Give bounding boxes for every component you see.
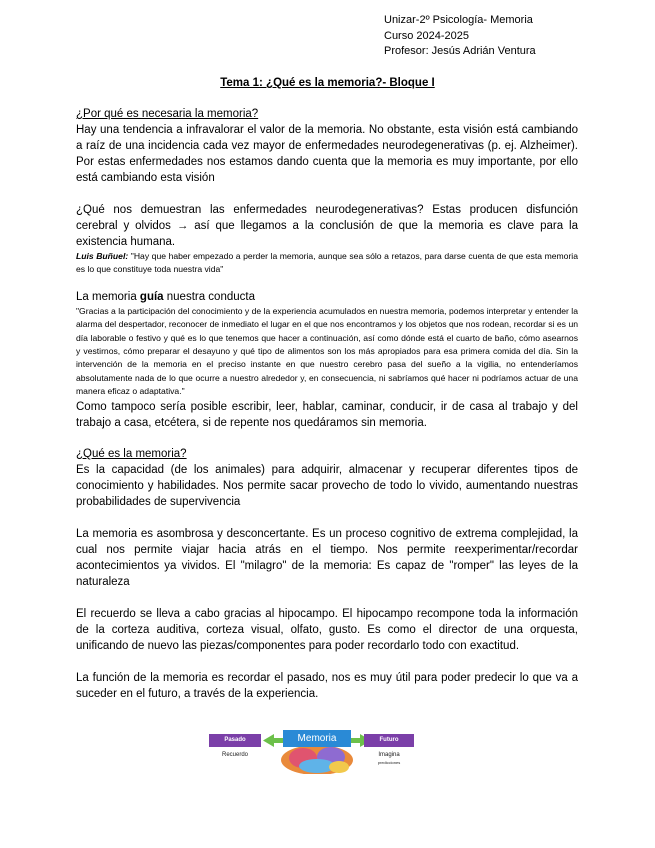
quote-bunuel-text: "Hay que haber empezado a perder la memoria, aunque sea sólo a retazos, para darse cuenta de que esta memoria es lo que constituye toda nuestra vida" (76, 251, 578, 275)
quote-bunuel (76, 250, 578, 277)
header-professor-line: Profesor: Jesús Adrián Ventura (384, 45, 536, 57)
header-course-line: Unizar-2º Psicología- Memoria (384, 14, 533, 26)
paragraph-what-4: La función de la memoria es recordar el pasado, nos es muy útil para poder predecir lo que va a suceder en el futuro, a través de la experiencia. (76, 671, 578, 700)
document-header (384, 13, 536, 60)
quote-guide: "Gracias a la participación del conocimiento y de la experiencia acumulados en nuestra memoria, podemos interpretar y entender la alarma del despertador, reconocer de inmediato el lugar en el que nos encontramos y los objetos que nos rodean, recordar si es un día laborable o festivo y qué es lo que tenemos que hacer a continuación, así como dónde está el cuarto de baño, cómo asearnos y vestirnos, cómo preparar el desayuno y qué tipo de alimentos son los más apropiados para esa primera comida del día. Sin la intervención de la memoria en el preciso instante en que nuestro cerebro pasa del sueño a la vigilia, no entenderíamos absolutamente nada de lo que ocurre a nuestro alrededor y, en consecuencia, ni sabríamos qué hacer ni podríamos actuar de una manera eficaz o adaptativa." (76, 305, 578, 397)
paragraph-why-2: ¿Qué nos demuestran las enfermedades neurodegenerativas? Estas producen disfunción cerebral y olvidos → así que llegamos a la conclusión de que la memoria es clave para la existencia humana. (76, 204, 578, 248)
guide-suffix: nuestra conducta (163, 290, 255, 303)
page-title: Tema 1: ¿Qué es la memoria?- Bloque I (220, 77, 435, 89)
paragraph-what-1: Es la capacidad (de los animales) para adquirir, almacenar y recuperar diferentes tipos de conocimiento y habilidades. Nos permite sacar provecho de todo lo vivido, aumentando nuestras probabilidades de supervivencia (76, 463, 578, 508)
paragraph-what-3: El recuerdo se lleva a cabo gracias al hipocampo. El hipocampo recompone toda la información de la corteza auditiva, corteza visual, olfato, gusto. Es como el director de una orquesta, unificando de nuevo las piezas/componentes para poder recordarlo todo con exactitud. (76, 607, 578, 652)
header-year-line: Curso 2024-2025 (384, 29, 470, 42)
guide-heading (76, 289, 578, 305)
brain-icon (281, 745, 353, 774)
guide-prefix: La memoria (76, 290, 140, 303)
future-caption (364, 752, 414, 766)
future-caption-main: Imagina (378, 752, 400, 758)
future-caption-sub: predicciones (377, 760, 401, 765)
paragraph-why-1: Hay una tendencia a infravalorar el valor de la memoria. No obstante, esta visión está cambiando a raíz de una incidencia cada vez mayor de enfermedades neurodegenerativas (p. ej. Alzheimer). Por estas enfermedades nos estamos dando cuenta que la memoria es muy importante, por ello está cambiando esta visión (76, 124, 578, 184)
memory-diagram (207, 730, 415, 774)
paragraph-guide: Como tampoco sería posible escribir, leer, hablar, caminar, conducir, ir de casa al trabajo y del trabajo a casa, etcétera, si de repente nos quedáramos sin memoria. (76, 400, 578, 429)
arrow-left-icon (263, 734, 285, 747)
memory-center-box: Memoria (283, 730, 351, 747)
section-title-what: ¿Qué es la memoria? (76, 447, 187, 460)
document-body (76, 107, 578, 702)
future-box: Futuro (364, 734, 414, 747)
paragraph-what-2: La memoria es asombrosa y desconcertante. Es un proceso cognitivo de extrema complejidad, la cual nos permite viajar hacia atrás en el tiempo. Nos permite reexperimentar/recordar acontecimientos ya vividos. El "milagro" de la memoria: Es capaz de "romper" las leyes de la naturaleza (76, 527, 578, 588)
guide-bold: guía (139, 290, 164, 303)
past-box: Pasado (209, 734, 261, 747)
quote-author: Luis Buñuel: (76, 251, 129, 261)
past-caption: Recuerdo (221, 752, 248, 758)
section-title-why: ¿Por qué es necesaria la memoria? (76, 108, 259, 120)
